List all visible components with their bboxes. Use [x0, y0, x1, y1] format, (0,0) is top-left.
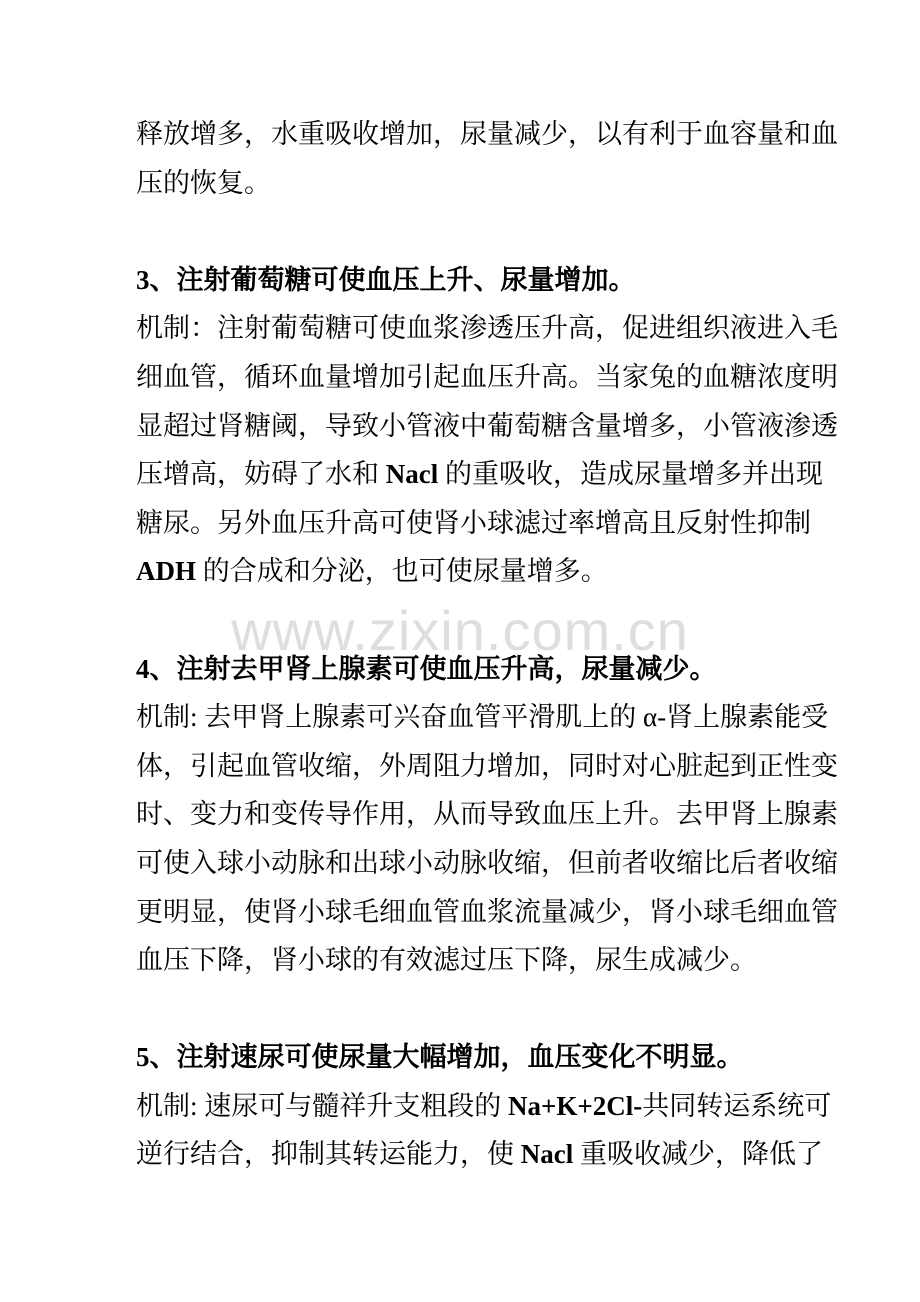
text-line — [136, 790, 838, 839]
text-line — [136, 353, 838, 402]
cjk-text: 重吸收减少，降低了 — [573, 1139, 823, 1170]
text-line: 3、注射葡萄糖可使血压上升、尿量增加。 — [136, 264, 636, 295]
text-line — [136, 547, 826, 596]
text-line: 5、注射速尿可使尿量大幅增加，血压变化不明显。 — [136, 1042, 744, 1073]
cjk-text: 糖尿。另外血压升高可使肾小球滤过率增高且反射性抑制 — [136, 507, 811, 538]
cjk-text: 时、变力和变传导作用，从而导致血压上升。去甲肾上腺素 — [136, 799, 838, 830]
text-line — [136, 450, 826, 499]
cjk-text: 的重吸收，造成尿量增多并出现 — [438, 459, 823, 490]
cjk-text: 细血管，循环血量增加引起血压升高。当家兔的血糖浓度明 — [136, 361, 838, 392]
text-line — [136, 839, 838, 888]
cjk-text: 可使入球小动脉和出球小动脉收缩，但前者收缩比后者收缩 — [136, 847, 838, 878]
latin-text: Na+K+2Cl- — [508, 1090, 643, 1121]
section-heading — [136, 1033, 826, 1082]
cjk-text: 的合成和分泌，也可使尿量增多。 — [196, 556, 608, 587]
text-line — [136, 110, 838, 159]
latin-text: Nacl — [520, 1139, 574, 1170]
text-line — [136, 402, 838, 451]
cjk-text: 机制: 去甲肾上腺素可兴奋血管平滑肌上的 α-肾上腺素能受 — [136, 702, 829, 733]
latin-text: ADH — [136, 556, 196, 587]
cjk-text: 压增高，妨碍了水和 — [136, 459, 386, 490]
cjk-text: 更明显，使肾小球毛细血管血浆流量减少，肾小球毛细血管 — [136, 896, 838, 927]
paragraph — [136, 110, 838, 207]
cjk-text: 逆行结合，抑制其转运能力，使 — [136, 1139, 521, 1170]
cjk-text: 机制: 速尿可与髓祥升支粗段的 — [136, 1090, 509, 1121]
cjk-text: 压的恢复。 — [136, 167, 271, 198]
section-heading — [136, 645, 826, 694]
text-line — [136, 693, 829, 742]
text-line: 4、注射去甲肾上腺素可使血压升高，尿量减少。 — [136, 653, 717, 684]
section-heading — [136, 256, 826, 305]
text-line — [136, 304, 838, 353]
text-line — [136, 499, 826, 548]
cjk-text: 共同转运系统可 — [642, 1090, 832, 1121]
document-text-content — [136, 110, 838, 1179]
cjk-text: 体，引起血管收缩，外周阻力增加，同时对心脏起到正性变 — [136, 750, 838, 781]
text-line — [136, 1130, 826, 1179]
watermark: www.zixin.com.cn — [231, 599, 689, 662]
text-line — [136, 1082, 832, 1131]
latin-text: Nacl — [385, 459, 439, 490]
text-line — [136, 888, 838, 937]
cjk-text: 显超过肾糖阈，导致小管液中葡萄糖含量增多，小管液渗透 — [136, 410, 838, 441]
cjk-text: 机制：注射葡萄糖可使血浆渗透压升高，促进组织液进入毛 — [136, 313, 838, 344]
text-line — [136, 936, 826, 985]
cjk-text: 血压下降，肾小球的有效滤过压下降，尿生成减少。 — [136, 945, 757, 976]
cjk-text: 释放增多，水重吸收增加，尿量减少，以有利于血容量和血 — [136, 119, 838, 149]
paragraph — [136, 693, 838, 985]
paragraph — [136, 1082, 832, 1179]
paragraph — [136, 304, 838, 596]
text-line — [136, 159, 826, 208]
text-line — [136, 742, 838, 791]
